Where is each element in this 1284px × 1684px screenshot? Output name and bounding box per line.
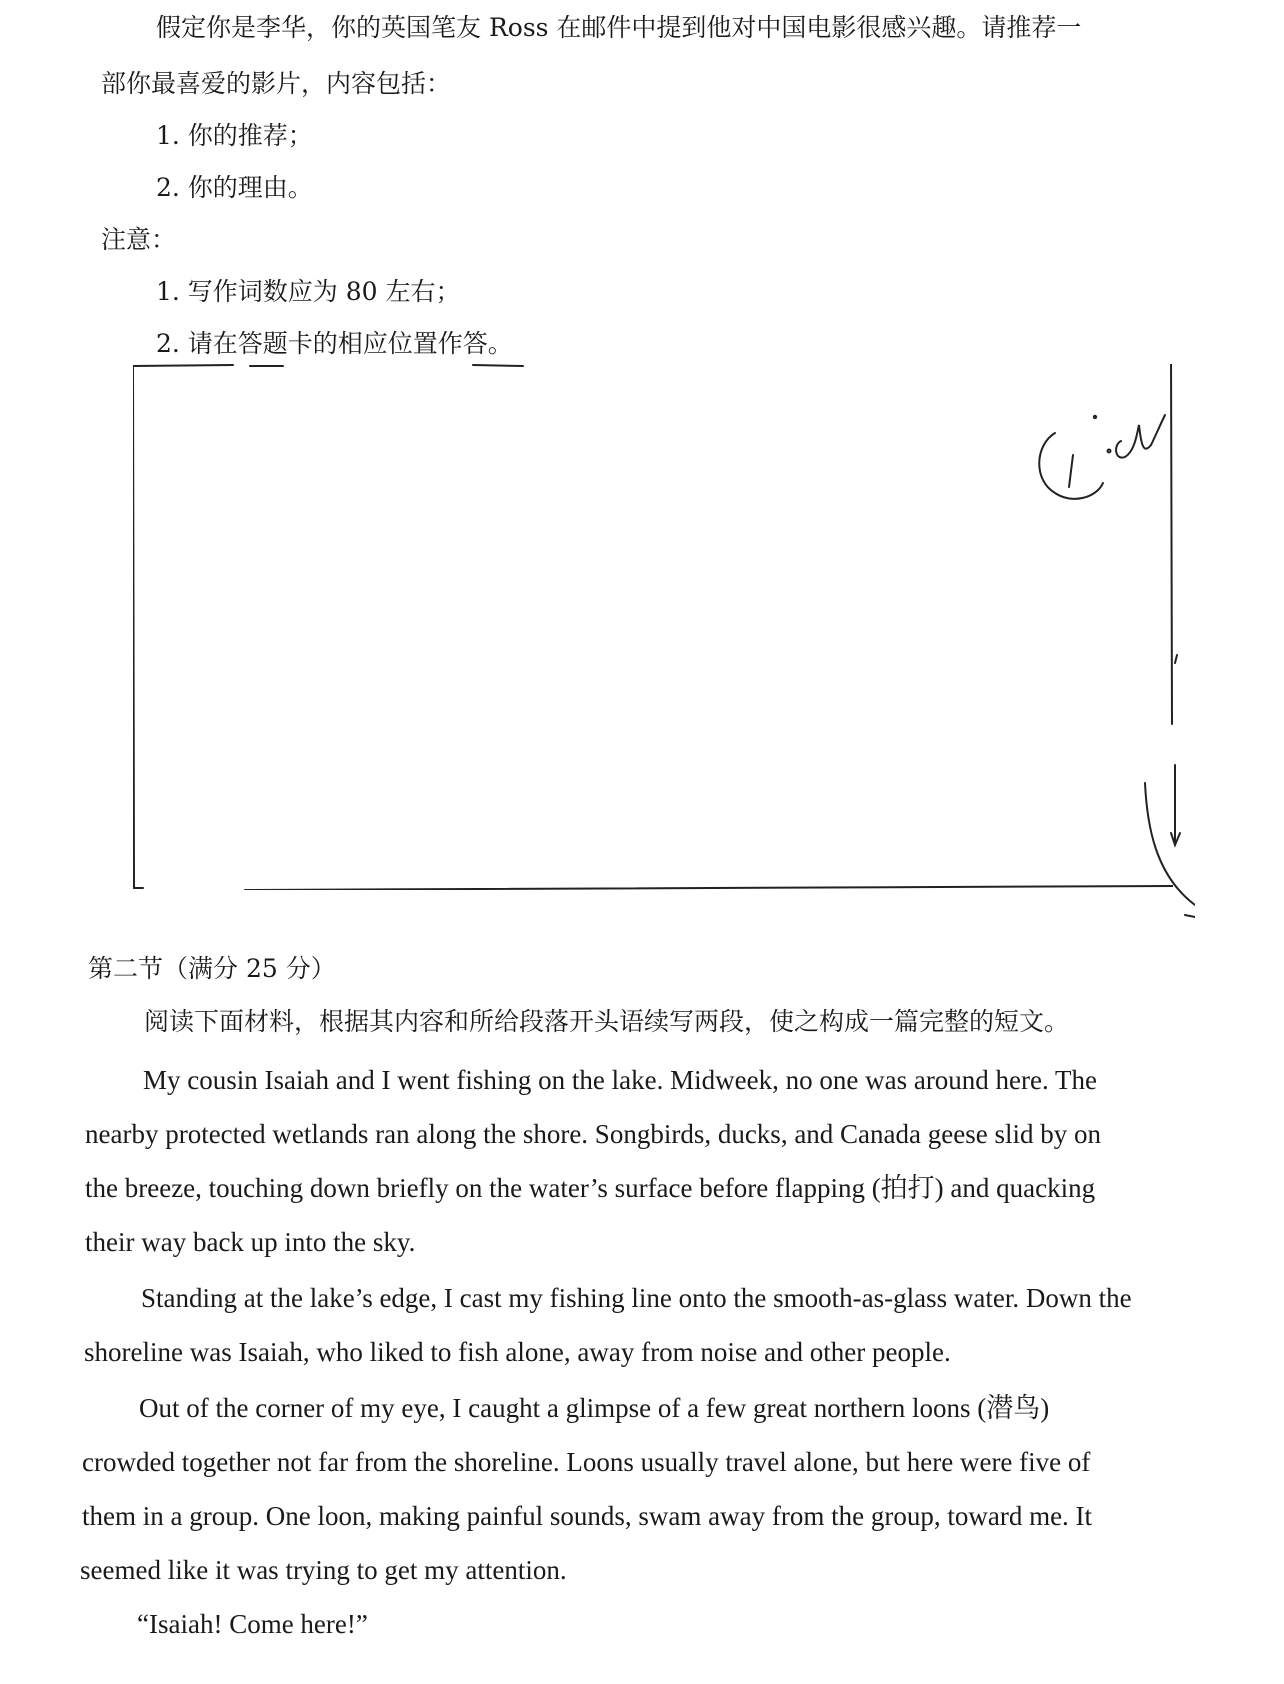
margin-scribble (1025, 405, 1195, 945)
note-2: 2. 请在答题卡的相应位置作答。 (156, 329, 513, 358)
passage-line: shoreline was Isaiah, who liked to fish alone, away from noise and other people. (84, 1337, 951, 1367)
passage-line: the breeze, touching down briefly on the water’s surface before flapping (拍打) and quacking (85, 1173, 1096, 1203)
note-1: 1. 写作词数应为 80 左右； (156, 277, 461, 306)
answer-box (133, 364, 1173, 890)
passage-line: seemed like it was trying to get my attention. (80, 1555, 567, 1585)
notes-label: 注意： (101, 225, 177, 254)
section-instruction: 阅读下面材料，根据其内容和所给段落开头语续写两段，使之构成一篇完整的短文。 (144, 1007, 1070, 1036)
prompt-line-2: 部你最喜爱的影片，内容包括： (101, 69, 452, 98)
passage-line: Out of the corner of my eye, I caught a glimpse of a few great northern loons (潜鸟) (139, 1393, 1050, 1423)
passage-line: nearby protected wetlands ran along the shore. Songbirds, ducks, and Canada geese slid by on (85, 1119, 1101, 1149)
prompt-point-1: 1. 你的推荐； (156, 121, 313, 150)
prompt-line-1: 假定你是李华，你的英国笔友 Ross 在邮件中提到他对中国电影很感兴趣。请推荐一 (156, 13, 1082, 42)
passage-line: crowded together not far from the shoreline. Loons usually travel alone, but here were five of (82, 1447, 1091, 1477)
passage-line: “Isaiah! Come here!” (137, 1609, 368, 1639)
passage-line: them in a group. One loon, making painful sounds, swam away from the group, toward me. It (82, 1501, 1093, 1531)
passage-line: My cousin Isaiah and I went fishing on the lake. Midweek, no one was around here. The (143, 1065, 1098, 1095)
prompt-point-2: 2. 你的理由。 (156, 173, 313, 202)
section-heading: 第二节（满分 25 分） (88, 954, 336, 983)
passage-line: Standing at the lake’s edge, I cast my fishing line onto the smooth-as-glass water. Down the (141, 1283, 1132, 1313)
passage-line: their way back up into the sky. (85, 1227, 416, 1257)
